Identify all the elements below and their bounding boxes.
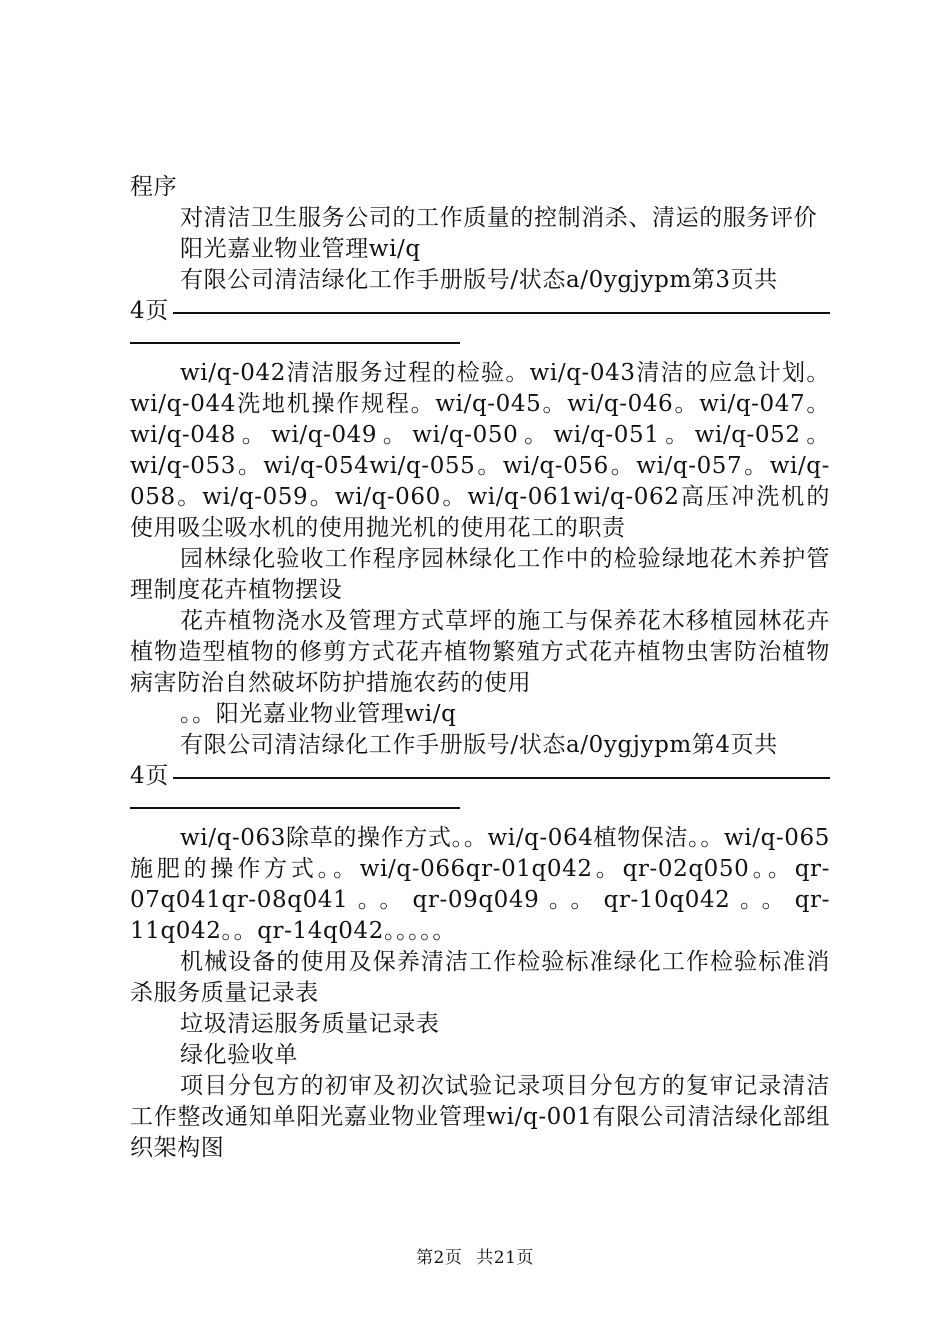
paragraph: 园林绿化验收工作程序园林绿化工作中的检验绿地花木养护管理制度花卉植物摆设 [130, 546, 830, 603]
document-body [130, 172, 830, 1164]
rule-line [173, 777, 830, 779]
rule-line [173, 312, 830, 314]
manual-header-line: 有限公司清洁绿化工作手册版号/状态a/0ygjypm第3页共 [180, 267, 778, 293]
paragraph: 对清洁卫生服务公司的工作质量的控制消杀、清运的服务评价 [180, 205, 818, 231]
paragraph: 花卉植物浇水及管理方式草坪的施工与保养花木移植园林花卉植物造型植物的修剪方式花卉植物繁殖方式花卉植物虫害防治植物病害防治自然破坏防护措施农药的使用 [130, 608, 830, 696]
page-count-text: 4页 [130, 763, 169, 789]
manual-header-line: 有限公司清洁绿化工作手册版号/状态a/0ygjypm第4页共 [180, 732, 778, 758]
page-number: 第2页 [416, 1248, 463, 1268]
page-total: 共21页 [476, 1248, 534, 1268]
paragraph: wi/q-063除草的操作方式。。wi/q-064植物保洁。。wi/q-065施肥的操作方式。。wi/q-066qr-01q042。qr-02q050。。qr-07q041qr-08q041。。qr-09q049。。qr-10q042。。qr-11q042。。qr-14q042。。。。。 [130, 825, 830, 944]
rule-line [130, 807, 460, 809]
separator-rule [130, 296, 830, 344]
rule-line [130, 342, 460, 344]
paragraph: 机械设备的使用及保养清洁工作检验标准绿化工作检验标准消杀服务质量记录表 [130, 949, 830, 1006]
paragraph: 绿化验收单 [180, 1042, 298, 1068]
paragraph: wi/q-042清洁服务过程的检验。wi/q-043清洁的应急计划。wi/q-044洗地机操作规程。wi/q-045。wi/q-046。wi/q-047。wi/q-048。wi/q-049。wi/q-050。wi/q-051。wi/q-052。wi/q-053。wi/q-054wi/q-055。wi/q-056。wi/q-057。wi/q-058。wi/q-059。wi/q-060。wi/q-061wi/q-062高压冲洗机的使用吸尘吸水机的使用抛光机的使用花工的职责 [130, 360, 830, 541]
page-count-text: 4页 [130, 298, 169, 324]
paragraph: 。。阳光嘉业物业管理wi/q [180, 701, 457, 727]
paragraph: 项目分包方的初审及初次试验记录项目分包方的复审记录清洁工作整改通知单阳光嘉业物业管理wi/q-001有限公司清洁绿化部组织架构图 [130, 1073, 830, 1161]
page-footer [0, 1243, 950, 1268]
paragraph: 阳光嘉业物业管理wi/q [180, 236, 421, 262]
paragraph: 垃圾清运服务质量记录表 [180, 1011, 440, 1037]
paragraph: 程序 [130, 174, 178, 200]
separator-rule [130, 761, 830, 809]
